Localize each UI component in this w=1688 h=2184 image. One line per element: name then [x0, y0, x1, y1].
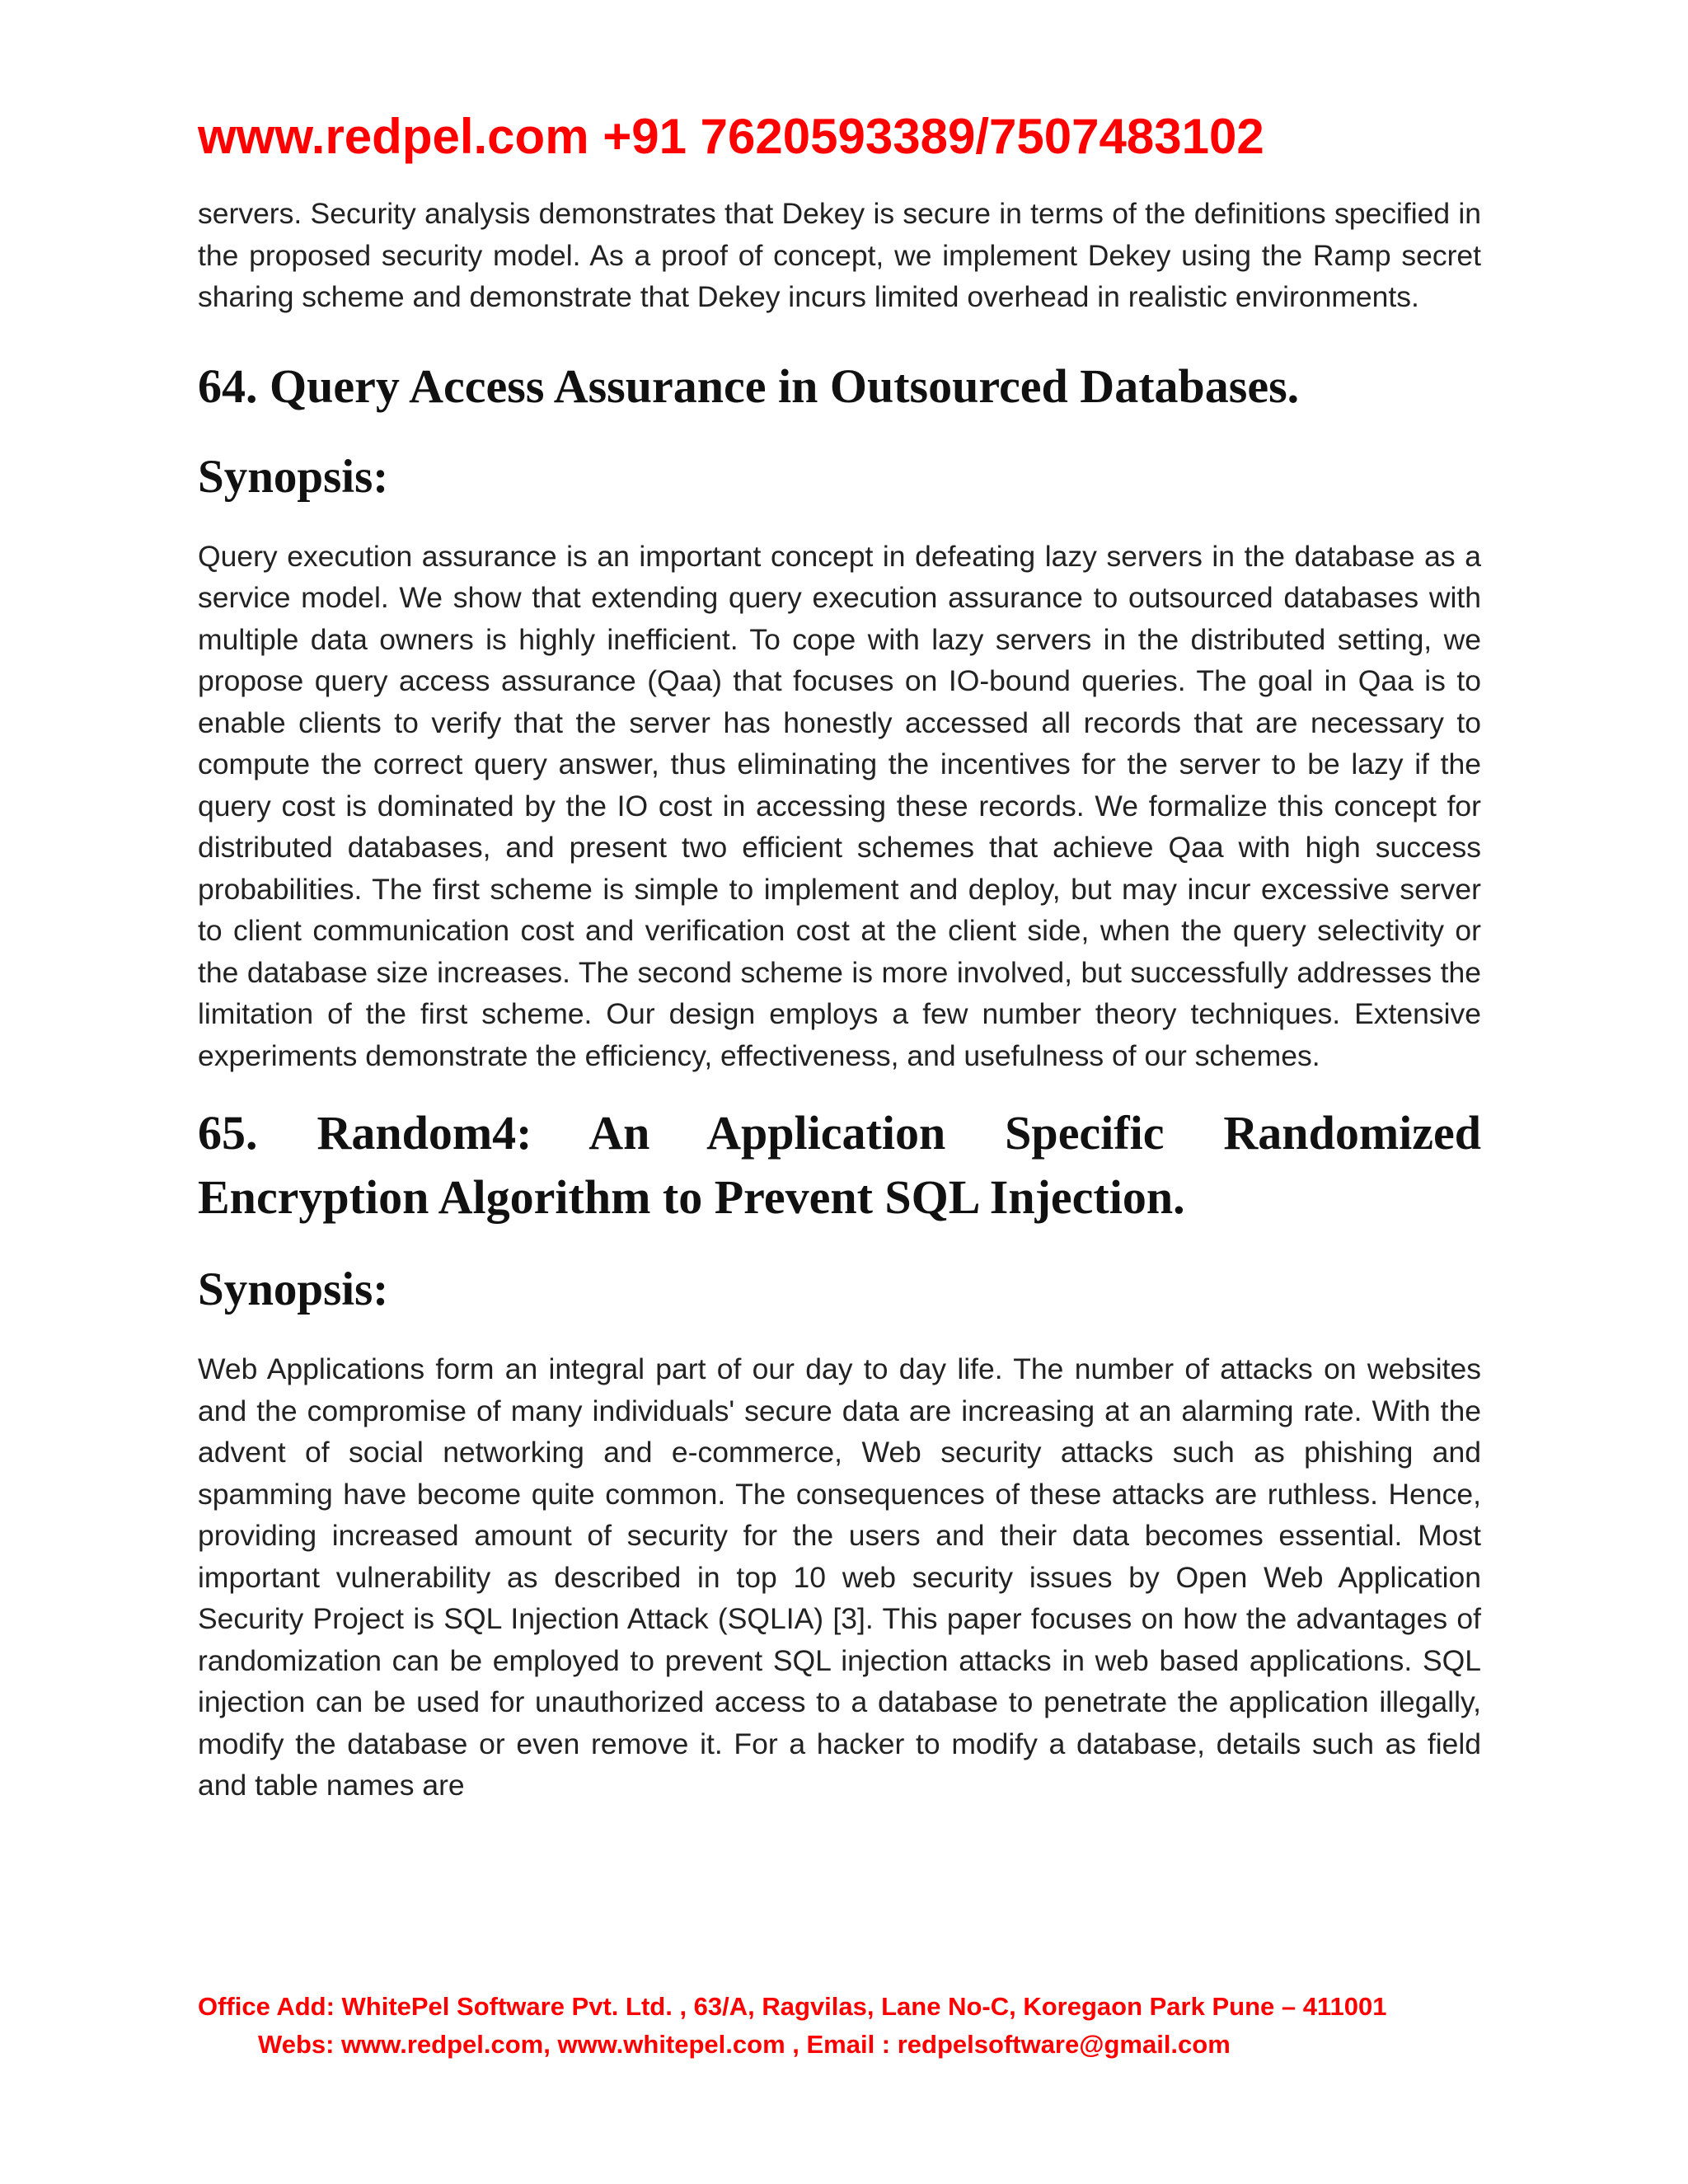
heading-64-query-access-assurance: 64. Query Access Assurance in Outsourced Databases. [198, 359, 1300, 413]
footer-office-address: Office Add: WhitePel Software Pvt. Ltd. , 63/A, Ragvilas, Lane No-C, Koregaon Park Pune – 411001 [198, 1992, 1387, 2021]
document-body [198, 193, 1481, 1807]
paragraph-dekey-summary: servers. Security analysis demonstrates that Dekey is secure in terms of the definitions specified in the proposed security model. As a proof of concept, we implement Dekey using the Ramp secret sharing scheme and demonstrate that Dekey incurs limited overhead in realistic environments. [198, 197, 1481, 313]
synopsis-label-64: Synopsis: [198, 450, 389, 503]
paragraph-qaa-synopsis: Query execution assurance is an important concept in defeating lazy servers in the database as a service model. We show that extending query execution assurance to outsourced databases with multiple data owners is highly inefficient. To cope with lazy servers in the distributed setting, we propose query access assurance (Qaa) that focuses on IO-bound queries. The goal in Qaa is to enable clients to verify that the server has honestly accessed all records that are necessary to compute the correct query answer, thus eliminating the incentives for the server to be lazy if the query cost is dominated by the IO cost in accessing these records. We formalize this concept for distributed databases, and present two efficient schemes that achieve Qaa with high success probabilities. The first scheme is simple to implement and deploy, but may incur excessive server to client communication cost and verification cost at the client side, when the query selectivity or the database size increases. The second scheme is more involved, but successfully addresses the limitation of the first scheme. Our design employs a few number theory techniques. Extensive experiments demonstrate the efficiency, effectiveness, and usefulness of our schemes. [198, 539, 1481, 1072]
synopsis-label-65: Synopsis: [198, 1263, 389, 1315]
paragraph-random4-synopsis: Web Applications form an integral part of our day to day life. The number of attacks on websites and the compromise of many individuals' secure data are increasing at an alarming rate. With the advent of social networking and e-commerce, Web security attacks such as phishing and spamming have become quite common. The consequences of these attacks are ruthless. Hence, providing increased amount of security for the users and their data becomes essential. Most important vulnerability as described in top 10 web security issues by Open Web Application Security Project is SQL Injection Attack (SQLIA) [3]. This paper focuses on how the advantages of randomization can be employed to prevent SQL injection attacks in web based applications. SQL injection can be used for unauthorized access to a database to penetrate the application illegally, modify the database or even remove it. For a hacker to modify a database, details such as field and table names are [198, 1352, 1481, 1802]
contact-header: www.redpel.com +91 7620593389/7507483102 [198, 109, 1264, 164]
footer-web-email: Webs: www.redpel.com, www.whitepel.com , Email : redpelsoftware@gmail.com [258, 2030, 1231, 2059]
heading-65-random4: 65. Random4: An Application Specific Randomized Encryption Algorithm to Prevent SQL Injection. [198, 1106, 1481, 1224]
